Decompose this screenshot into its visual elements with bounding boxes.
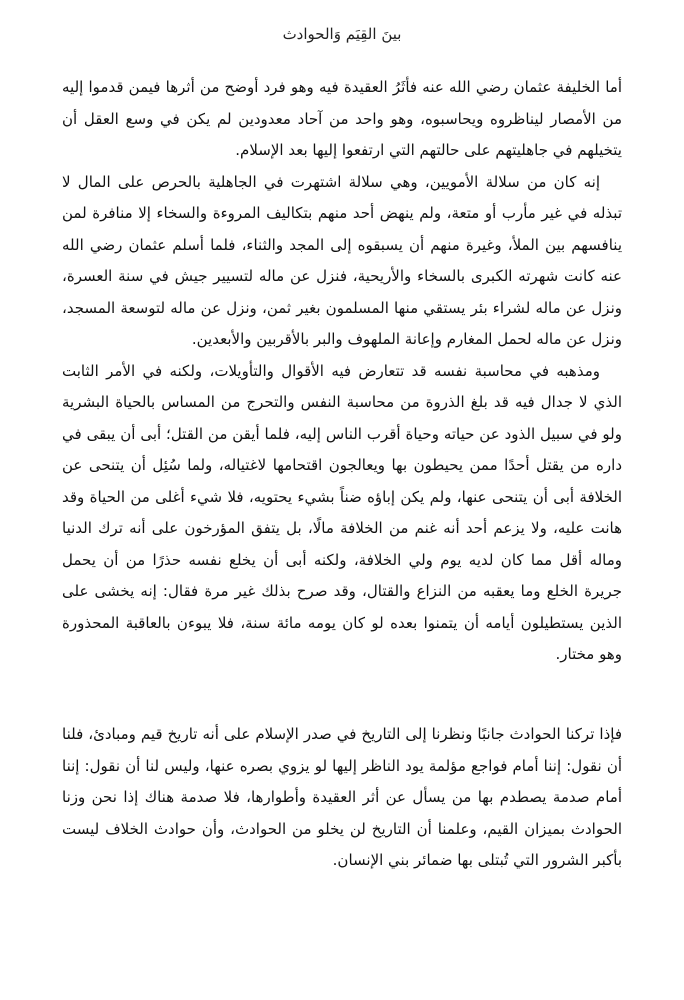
paragraph-uthman-intro: أما الخليفة عثمان رضي الله عنه فأثَرُ العقيدة فيه وهو فرد أوضح من أثرها فيمن قدموا إليه من الأمصار ليناظروه ويحاسبوه، وهو واحد من آحاد معدودين لم يكن في وسع العقل أن يتخيلهم في جاهليتهم على حالتهم التي ارتفعوا إليها بعد الإسلام. [62,78,622,159]
paragraph-values-and-events: فإذا تركنا الحوادث جانبًا ونظرنا إلى التاريخ في صدر الإسلام على أنه تاريخ قيم ومبادئ، فلنا أن نقول: إننا أمام فواجع مؤلمة يود الناظر إليها لو يزوي بصره عنها، وليس لنا أن نقول: إننا أمام صدمة يصطدم بها من يسأل عن أثر العقيدة وأطوارها، فلا صدمة هناك إذا نحن وزنا الحوادث بميزان القيم، وعلمنا أن التاريخ لن يخلو من الحوادث، وأن حوادث الخلاف ليست بأكبر الشرور التي تُبتلى بها ضمائر بني الإنسان. [62,725,622,869]
running-header: بينَ القِيَم وَالحوادث [282,25,402,43]
text-section-two [62,719,622,877]
paragraph-umayyad-lineage: إنه كان من سلالة الأمويين، وهي سلالة اشتهرت في الجاهلية بالحرص على المال لا تبذله في غير مأرب أو متعة، ولم ينهض أحد منهم بتكاليف المروءة والسخاء إلا منافرة لمن ينافسهم بين الملأ، وغيرة منهم أن يسبقوه إلى المجد والثناء، فلما أسلم عثمان رضي الله عنه كانت شهرته الكبرى بالسخاء والأريحية، فنزل عن ماله لتسيير جيش في سنة العسرة، ونزل عن ماله لشراء بئر يستقي منها المسلمون بغير ثمن، ونزل عن ماله لتوسعة المسجد، ونزل عن ماله لحمل المغارم وإعانة الملهوف والبر بالأقربين والأبعدين. [62,172,622,348]
text-section-one [62,72,622,671]
paragraph-self-accounting: ومذهبه في محاسبة نفسه قد تتعارض فيه الأقوال والتأويلات، ولكنه في الأمر الثابت الذي لا جدال فيه قد بلغ الذروة من محاسبة النفس والتحرج من المساس بالحياة البشرية ولو في سبيل الذود عن حياته وحياة أقرب الناس إليه، فلما أيقن من القتل؛ أبى أن يبقى في داره من يقتل أحدًا ممن يحيطون بها ويعالجون اقتحامها لاغتياله، ولما سُئِل أن يتنحى عن الخلافة أبى أن يتنحى عنها، ولم يكن إباؤه ضناً بشيء يحتويه، فلا شيء أغلى من الحياة وقد هانت عليه، ولا يزعم أحد أنه غنم من الخلافة مالًا، بل يتفق المؤرخون على أنه ترك الدنيا وماله أقل مما كان لديه يوم ولي الخلافة، ولكنه أبى أن يخلع نفسه حذرًا من أن يحمل جريرة الخلع وما يعقبه من النزاع والقتال، وقد صرح بذلك غير مرة فقال: إنه يخشى على الذين يستطيلون أيامه أن يتمنوا بعده لو كان يومه مائة سنة، فلا يبوءن بالعاقبة المحذورة وهو مختار. [62,361,622,663]
